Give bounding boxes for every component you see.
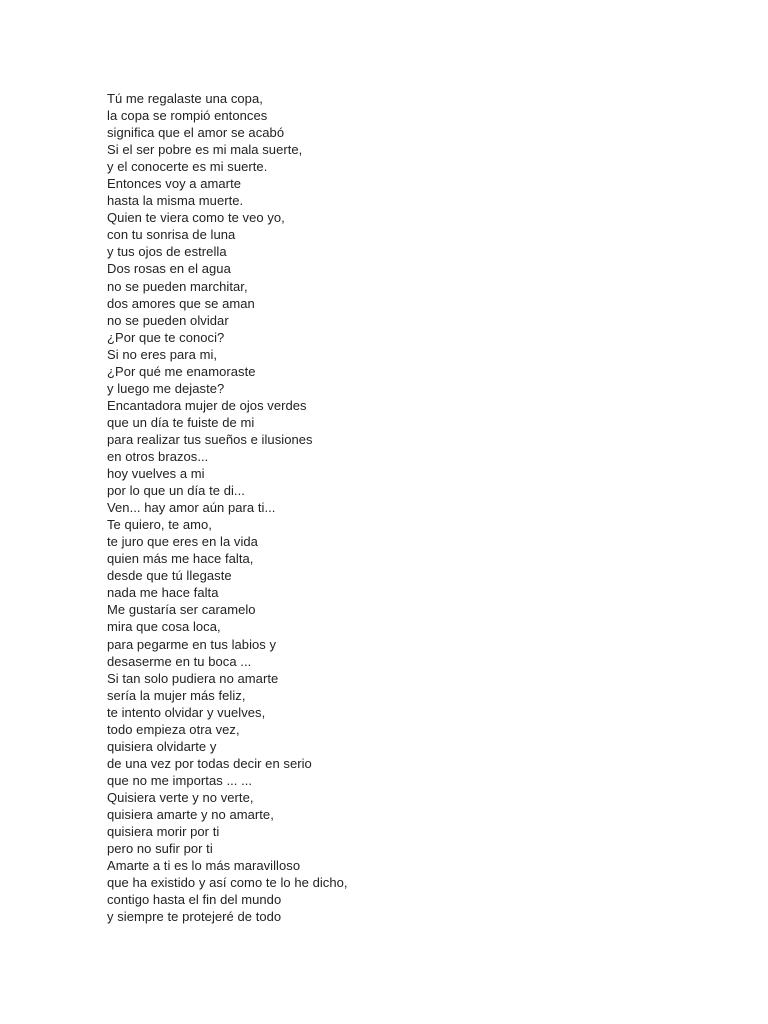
poem-line: hoy vuelves a mi [107,466,205,482]
poem-line: quisiera amarte y no amarte, [107,806,274,822]
poem-line: desde que tú llegaste [107,568,232,584]
poem-line: Amarte a ti es lo más maravilloso [107,858,301,874]
poem-line: quien más me hace falta, [107,551,254,567]
poem-line: ¿Por que te conoci? [107,329,225,345]
poem-line: contigo hasta el fin del mundo [107,892,282,908]
poem-line: quisiera morir por ti [107,824,220,840]
poem-line: en otros brazos... [107,448,209,464]
poem-line: Si tan solo pudiera no amarte [107,670,279,686]
poem-line: te juro que eres en la vida [107,534,258,550]
poem-line: quisiera olvidarte y [107,738,217,754]
poem-line: nada me hace falta [107,585,219,601]
poem-line: desaserme en tu boca ... [107,653,252,669]
poem-line: Dos rosas en el agua [107,261,231,277]
poem-line: que ha existido y así como te lo he dicho, [107,875,348,891]
poem-line: Si el ser pobre es mi mala suerte, [107,142,303,158]
poem-line: mira que cosa loca, [107,619,221,635]
poem-line: la copa se rompió entonces [107,108,268,124]
poem-line: sería la mujer más feliz, [107,687,246,703]
poem-line: y siempre te protejeré de todo [107,909,282,925]
poem-line: dos amores que se aman [107,295,255,311]
poem-line: no se pueden olvidar [107,312,229,328]
poem-line: por lo que un día te di... [107,483,245,499]
poem-line: para pegarme en tus labios y [107,636,277,652]
poem-line: Si no eres para mi, [107,346,218,362]
poem-line: para realizar tus sueños e ilusiones [107,431,313,447]
poem-line: significa que el amor se acabó [107,125,285,141]
poem-line: hasta la misma muerte. [107,193,244,209]
poem-line: Te quiero, te amo, [107,517,212,533]
poem-line: te intento olvidar y vuelves, [107,704,266,720]
poem-line: Quisiera verte y no verte, [107,789,254,805]
poem-line: pero no sufir por ti [107,841,213,857]
poem-line: que un día te fuiste de mi [107,414,255,430]
poem-line: de una vez por todas decir en serio [107,755,312,771]
poem-line: todo empieza otra vez, [107,721,240,737]
poem-line: Entonces voy a amarte [107,176,242,192]
poem-line: que no me importas ... ... [107,772,253,788]
poem-line: y luego me dejaste? [107,380,225,396]
poem-line: ¿Por qué me enamoraste [107,363,256,379]
poem-line: y tus ojos de estrella [107,244,227,260]
poem-line: con tu sonrisa de luna [107,227,236,243]
poem-line: Encantadora mujer de ojos verdes [107,397,307,413]
poem-line: Tú me regalaste una copa, [107,91,263,106]
poem-line: Me gustaría ser caramelo [107,602,256,618]
poem-line: no se pueden marchitar, [107,278,248,294]
poem-line: Ven... hay amor aún para ti... [107,500,276,516]
poem-line: y el conocerte es mi suerte. [107,159,268,175]
poem-text [107,90,348,925]
poem-line: Quien te viera como te veo yo, [107,210,285,226]
